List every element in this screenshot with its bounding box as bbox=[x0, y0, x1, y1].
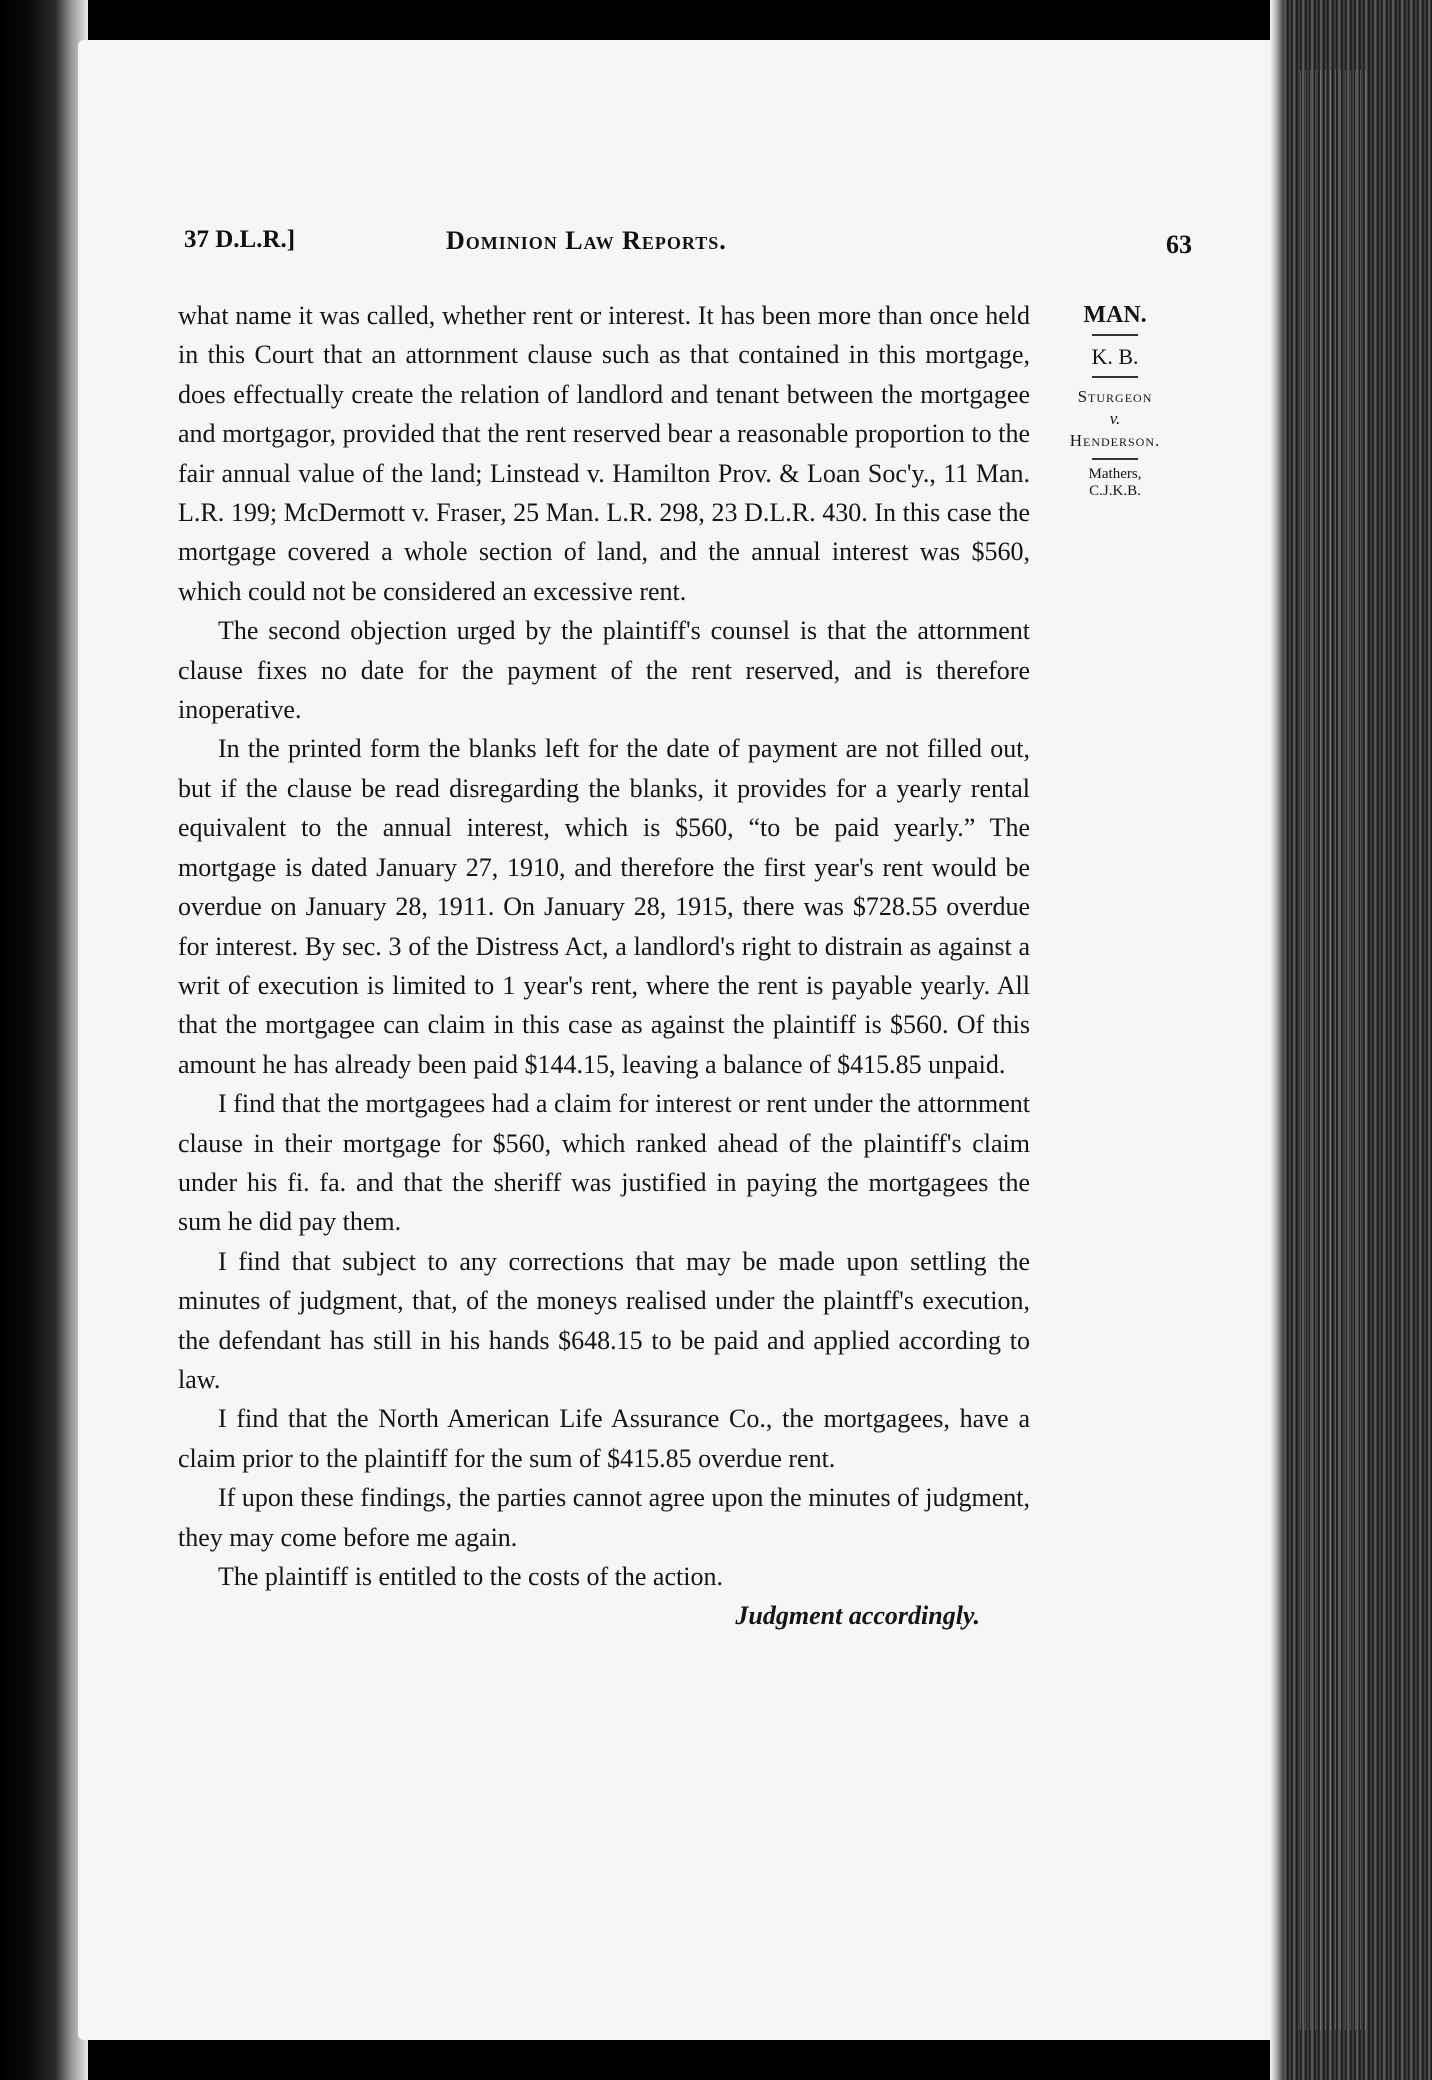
running-header bbox=[184, 226, 1194, 266]
report-title: Dominion Law Reports. bbox=[446, 226, 727, 255]
paragraph: In the printed form the blanks left for the date of payment are not filled out, but if the clause be read disregarding the blanks, it provides for a yearly rental equivalent to the annual interest, which is $560, “to be paid yearly.” The mortgage is dated January 27, 1910, and therefore the first year's rent would be overdue on January 28, 1911. On January 28, 1915, there was $728.55 overdue for interest. By sec. 3 of the Distress Act, a landlord's right to distrain as against a writ of execution is limited to 1 year's rent, where the rent is payable yearly. All that the mortgagee can claim in this case as against the plaintiff is $560. Of this amount he has already been paid $144.15, leaving a balance of $415.85 unpaid. bbox=[178, 734, 1030, 1079]
scan-left-edge bbox=[0, 0, 88, 2080]
volume-reference: 37 D.L.R.] bbox=[184, 226, 296, 253]
paragraph: The plaintiff is entitled to the costs of the action. bbox=[218, 1562, 723, 1591]
paragraph: I find that subject to any corrections that may be made upon settling the minutes of judgment, that, of the moneys realised under the plaintff's execution, the defendant has still in his hands $648.15 to be paid and applied according to law. bbox=[178, 1246, 1030, 1394]
margin-case-note bbox=[1050, 300, 1180, 500]
judgment-text bbox=[178, 296, 1030, 1636]
divider bbox=[1092, 376, 1138, 378]
case-party-plaintiff: Sturgeon bbox=[1077, 387, 1153, 406]
paragraph: I find that the mortgagees had a claim for interest or rent under the attornment clause in their mortgage for $560, which ranked ahead of the plaintiff's claim under his fi. fa. and that the sheriff was justified in paying the mortgagees the sum he did pay them. bbox=[178, 1089, 1030, 1237]
paragraph: The second objection urged by the plaintiff's counsel is that the attornment clause fixes no date for the payment of the rent reserved, and is therefore inoperative. bbox=[178, 616, 1030, 725]
divider bbox=[1092, 458, 1138, 460]
paragraph: If upon these findings, the parties cannot agree upon the minutes of judgment, they may come before me again. bbox=[178, 1483, 1030, 1552]
case-party-defendant: Henderson. bbox=[1069, 431, 1161, 450]
book-page-edges bbox=[1270, 0, 1432, 2080]
paragraph: I find that the North American Life Assurance Co., the mortgagees, have a claim prior to the plaintiff for the sum of $415.85 overdue rent. bbox=[178, 1404, 1030, 1473]
province-label: MAN. bbox=[1083, 302, 1147, 328]
divider bbox=[1092, 334, 1138, 336]
case-versus: v. bbox=[1109, 409, 1121, 428]
paragraph: what name it was called, whether rent or interest. It has been more than once held in this Court that an attornment clause such as that contained in this mortgage, does effectually create the relation of landlord and tenant between the mortgagee and mortgagor, provided that the rent reserved bear a reasonable proportion to the fair annual value of the land; Linstead v. Hamilton Prov. & Loan Soc'y., 11 Man. L.R. 199; McDermott v. Fraser, 25 Man. L.R. 298, 23 D.L.R. 430. In this case the mortgage covered a whole section of land, and the annual interest was $560, which could not be considered an excessive rent. bbox=[178, 301, 1030, 606]
judge-title: C.J.K.B. bbox=[1089, 483, 1141, 499]
closing-line: Judgment accordingly. bbox=[735, 1601, 980, 1631]
page-number: 63 bbox=[1166, 230, 1192, 259]
judge-name: Mathers, bbox=[1088, 466, 1142, 482]
court-label: K. B. bbox=[1091, 344, 1139, 369]
